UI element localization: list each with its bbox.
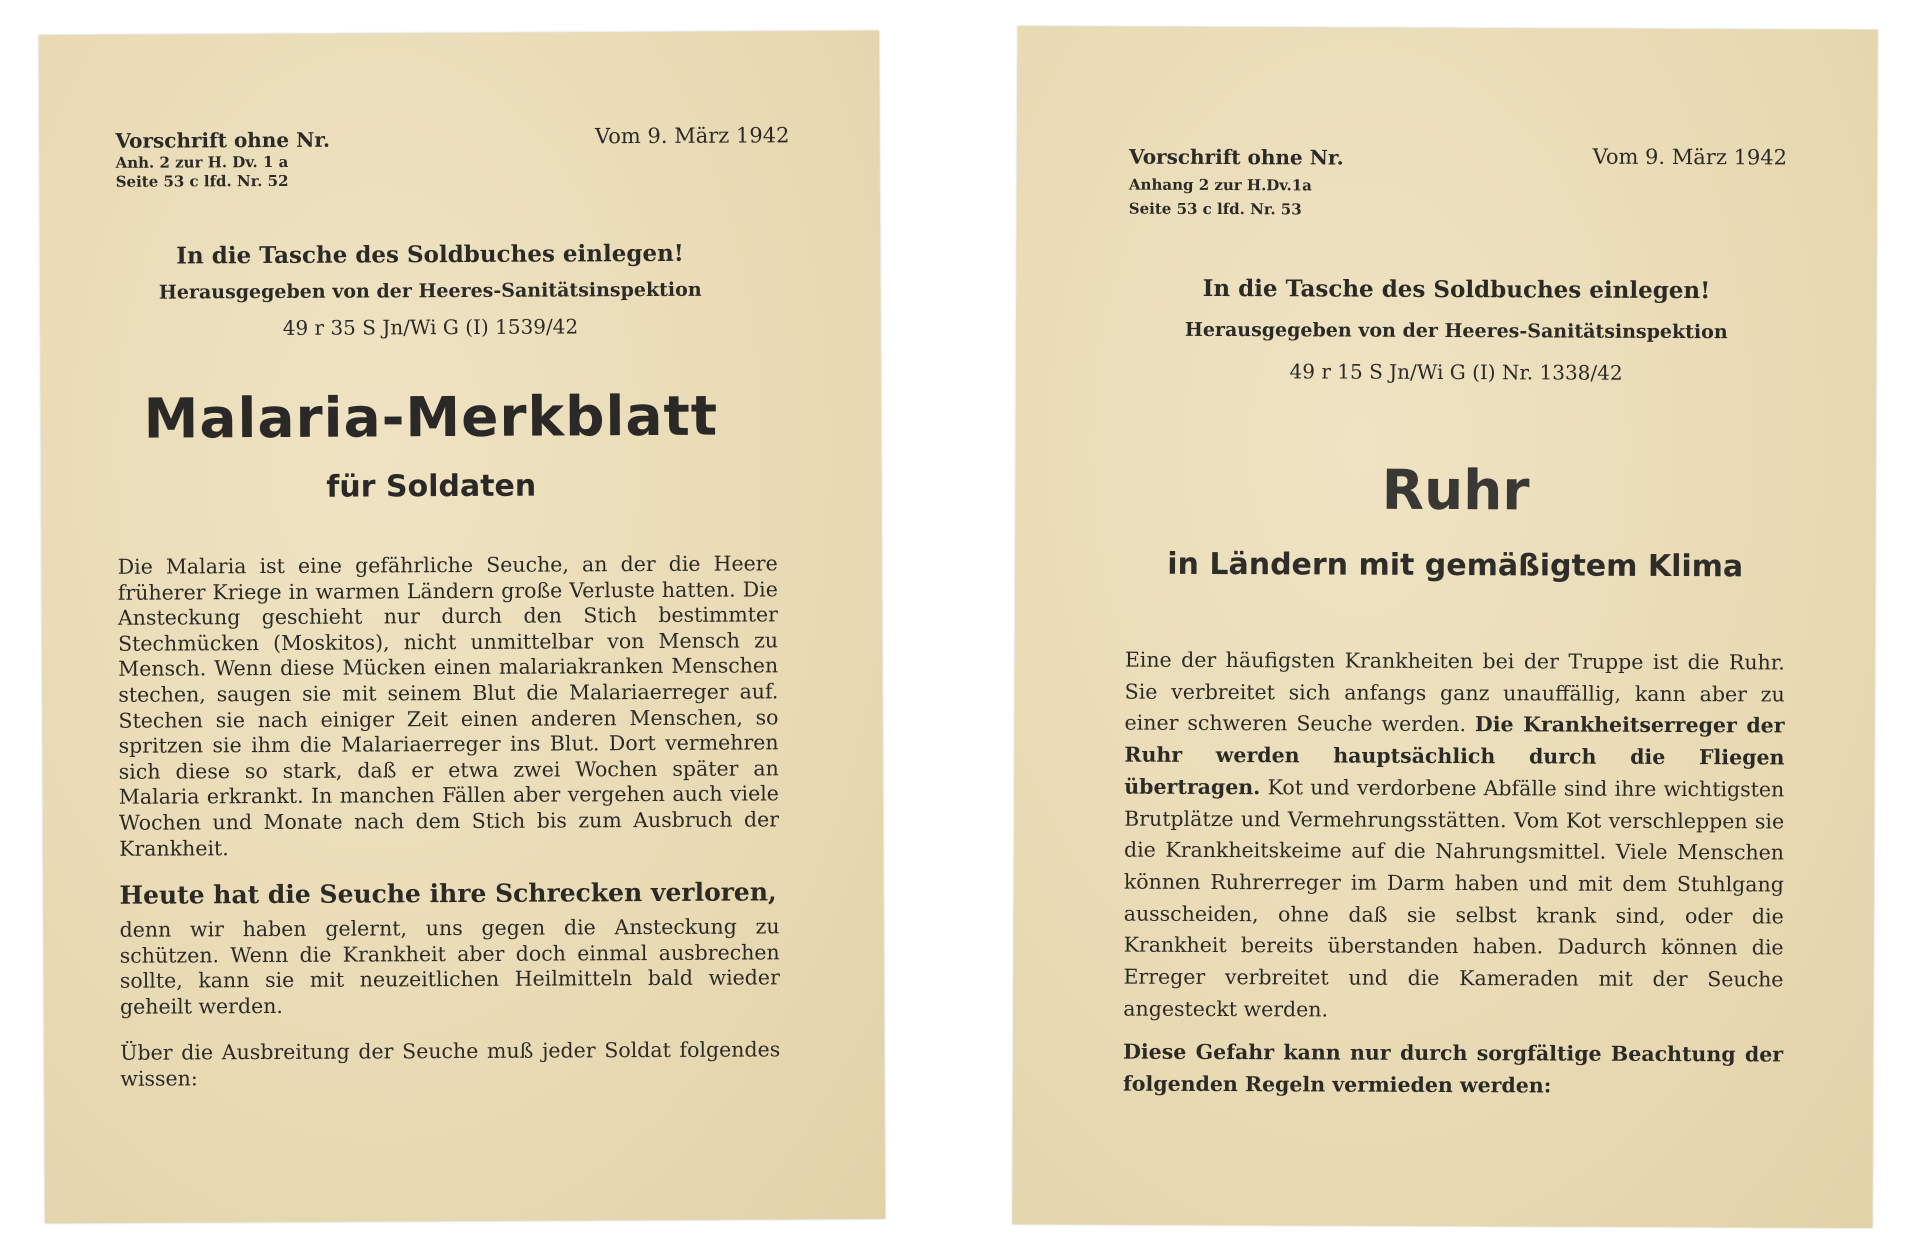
regulation-line-1: Vorschrift ohne Nr. xyxy=(1128,144,1344,170)
intro-paragraph xyxy=(1123,645,1785,1028)
intro-text-end: Kot und verdorbene Abfälle sind ihre wichtigsten Brutplätze und Vermehrungsstätten. Vom Kot verschleppen sie die Krankheitskeime auf die Nahrungsmittel. Viele Menschen können Ruhrerreger im Darm haben und mit dem Stuhlgang ausscheiden, ohne daß sie selbst krank sind, oder die Krankheit bereits überstanden haben. Dadurch können die Erreger verbreitet und die Kameraden mit der Seuche angesteckt werden. xyxy=(1123,775,1785,1022)
intro-text-start: Eine der häufigsten Krankheiten bei der Truppe ist die Ruhr. Sie verbreitet sich anfangs ganz unauffällig, kann aber zu einer schweren Seuche werden. xyxy=(1124,647,1785,737)
file-number: 49 r 35 S Jn/Wi G (I) 1539/42 xyxy=(282,314,579,340)
instruction-note: In die Tasche des Soldbuches einlegen! xyxy=(1202,274,1711,305)
leaflet-title: Malaria-Merkblatt xyxy=(143,383,719,451)
regulation-line-1: Vorschrift ohne Nr. xyxy=(115,127,331,153)
regulation-line-2: Anh. 2 zur H. Dv. 1 a xyxy=(115,152,289,172)
publisher-note: Herausgegeben von der Heeres-Sanitätsinspektion xyxy=(1184,318,1728,344)
regulation-line-2: Anhang 2 zur H.Dv.1a xyxy=(1128,175,1312,195)
closing-paragraph: Über die Ausbreitung der Seuche muß jeder Soldat folgendes wissen: xyxy=(120,1037,781,1091)
reassurance-paragraph: denn wir haben gelernt, uns gegen die Ansteckung zu schützen. Wenn die Krankheit aber doch einmal ausbrechen sollte, kann sie mit neuzeitlichen Heilmitteln bald wieder geheilt werden. xyxy=(119,914,780,1019)
regulation-line-3: Seite 53 c lfd. Nr. 53 xyxy=(1128,199,1302,219)
leaflet-subtitle: für Soldaten xyxy=(326,468,537,505)
file-number: 49 r 15 S Jn/Wi G (I) Nr. 1338/42 xyxy=(1289,359,1623,385)
closing-paragraph: Diese Gefahr kann nur durch sorgfältige Beachtung der folgenden Regeln vermieden werden: xyxy=(1122,1039,1784,1098)
issue-date: Vom 9. März 1942 xyxy=(594,123,790,149)
regulation-line-3: Seite 53 c lfd. Nr. 52 xyxy=(115,171,289,191)
intro-paragraph: Die Malaria ist eine gefährliche Seuche, an der die Heere früherer Kriege in warmen Ländern große Verluste hatten. Die Ansteckung geschieht nur durch den Stich bestimmter Stechmücken (Moskitos), nicht unmittelbar von Mensch zu Mensch. Wenn diese Mücken einen malariakranken Menschen stechen, saugen sie mit seinem Blut die Malariaerreger auf. Stechen sie nach einiger Zeit einen anderen Menschen, so spritzen sie ihm die Malariaerreger ins Blut. Dort vermehren sich diese so stark, daß er etwa zwei Wochen später an Malaria erkrankt. In manchen Fällen aber vergehen auch viele Wochen und Monate nach dem Stich bis zum Ausbruch der Krankheit. xyxy=(117,551,780,861)
leaflet-title: Ruhr xyxy=(1381,457,1530,523)
intro-text-emphasis: Die Krankheitserreger der Ruhr werden hauptsächlich durch die Fliegen übertragen. xyxy=(1124,712,1785,800)
regulation-reference xyxy=(115,128,330,192)
malaria-leaflet xyxy=(39,31,885,1223)
instruction-note: In die Tasche des Soldbuches einlegen! xyxy=(176,239,684,270)
issue-date: Vom 9. März 1942 xyxy=(1592,144,1788,170)
regulation-reference xyxy=(1129,145,1344,220)
publisher-note: Herausgegeben von der Heeres-Sanitätsinspektion xyxy=(158,278,702,304)
section-headline: Heute hat die Seuche ihre Schrecken verloren, xyxy=(119,877,777,910)
ruhr-leaflet xyxy=(1012,26,1877,1228)
leaflet-subtitle: in Ländern mit gemäßigtem Klima xyxy=(1167,546,1744,585)
